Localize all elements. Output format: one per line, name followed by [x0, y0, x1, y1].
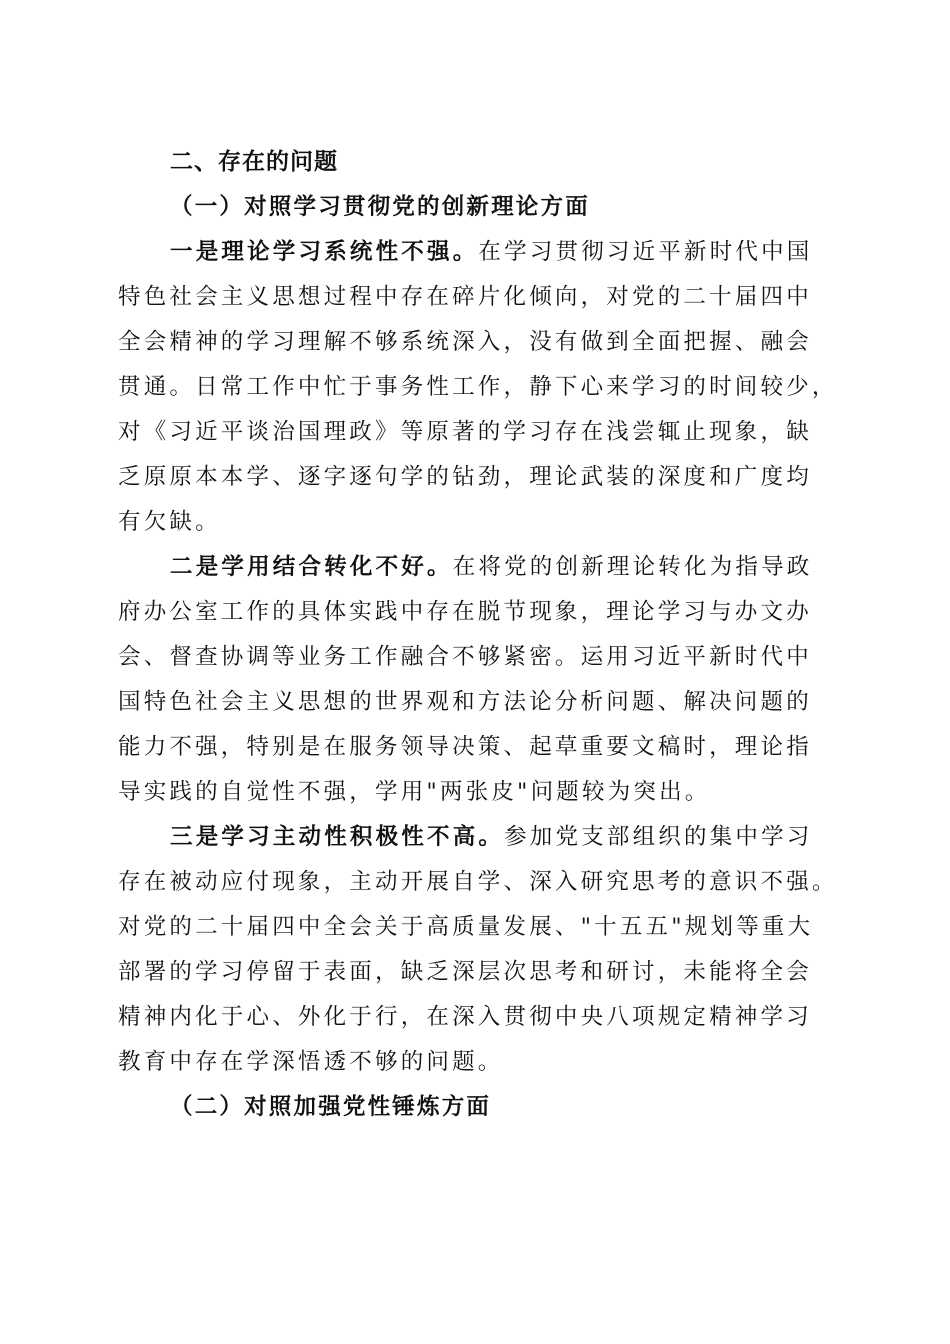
- paragraph-2-line-2: 府办公室工作的具体实践中存在脱节现象，理论学习与办文办: [118, 599, 812, 625]
- paragraph-2-line-1: [170, 553, 890, 581]
- paragraph-1-lead: 一是理论学习系统性不强。: [170, 239, 479, 265]
- paragraph-3-line-6: 教育中存在学深悟透不够的问题。: [118, 1049, 504, 1075]
- section-heading: 二、存在的问题: [170, 149, 338, 175]
- paragraph-2-line-5: 能力不强，特别是在服务领导决策、起草重要文稿时，理论指: [118, 734, 812, 760]
- subsection-heading-1: （一）对照学习贯彻党的创新理论方面: [170, 194, 590, 220]
- paragraph-3-text: 参加党支部组织的集中学习: [504, 824, 813, 850]
- paragraph-2-line-3: 会、督查协调等业务工作融合不够紧密。运用习近平新时代中: [118, 644, 812, 670]
- paragraph-3-line-1: [170, 823, 890, 851]
- paragraph-1-line-2: 特色社会主义思想过程中存在碎片化倾向，对党的二十届四中: [118, 284, 812, 310]
- subsection-heading-2: （二）对照加强党性锤炼方面: [170, 1094, 492, 1120]
- paragraph-1-line-6: 乏原原本本学、逐字逐句学的钻劲，理论武装的深度和广度均: [118, 464, 812, 490]
- paragraph-3-lead: 三是学习主动性积极性不高。: [170, 824, 505, 850]
- paragraph-3-line-4: 部署的学习停留于表面，缺乏深层次思考和研讨，未能将全会: [118, 959, 812, 985]
- paragraph-3-line-5: 精神内化于心、外化于行，在深入贯彻中央八项规定精神学习: [118, 1004, 812, 1030]
- paragraph-1-line-4: 贯通。日常工作中忙于事务性工作，静下心来学习的时间较少，: [118, 374, 838, 400]
- paragraph-3-line-3: 对党的二十届四中全会关于高质量发展、"十五五"规划等重大: [118, 914, 814, 940]
- paragraph-1-line-7: 有欠缺。: [118, 509, 221, 535]
- paragraph-2-line-6: 导实践的自觉性不强，学用"两张皮"问题较为突出。: [118, 779, 711, 805]
- paragraph-1-line-3: 全会精神的学习理解不够系统深入，没有做到全面把握、融会: [118, 329, 812, 355]
- paragraph-1-line-5: 对《习近平谈治国理政》等原著的学习存在浅尝辄止现象，缺: [118, 419, 812, 445]
- paragraph-3-line-2: 存在被动应付现象，主动开展自学、深入研究思考的意识不强。: [118, 869, 838, 895]
- paragraph-1-text: 在学习贯彻习近平新时代中国: [478, 239, 813, 265]
- paragraph-2-lead: 二是学用结合转化不好。: [170, 554, 453, 580]
- paragraph-2-line-4: 国特色社会主义思想的世界观和方法论分析问题、解决问题的: [118, 689, 812, 715]
- paragraph-1-line-1: [170, 238, 890, 266]
- paragraph-2-text: 在将党的创新理论转化为指导政: [452, 554, 813, 580]
